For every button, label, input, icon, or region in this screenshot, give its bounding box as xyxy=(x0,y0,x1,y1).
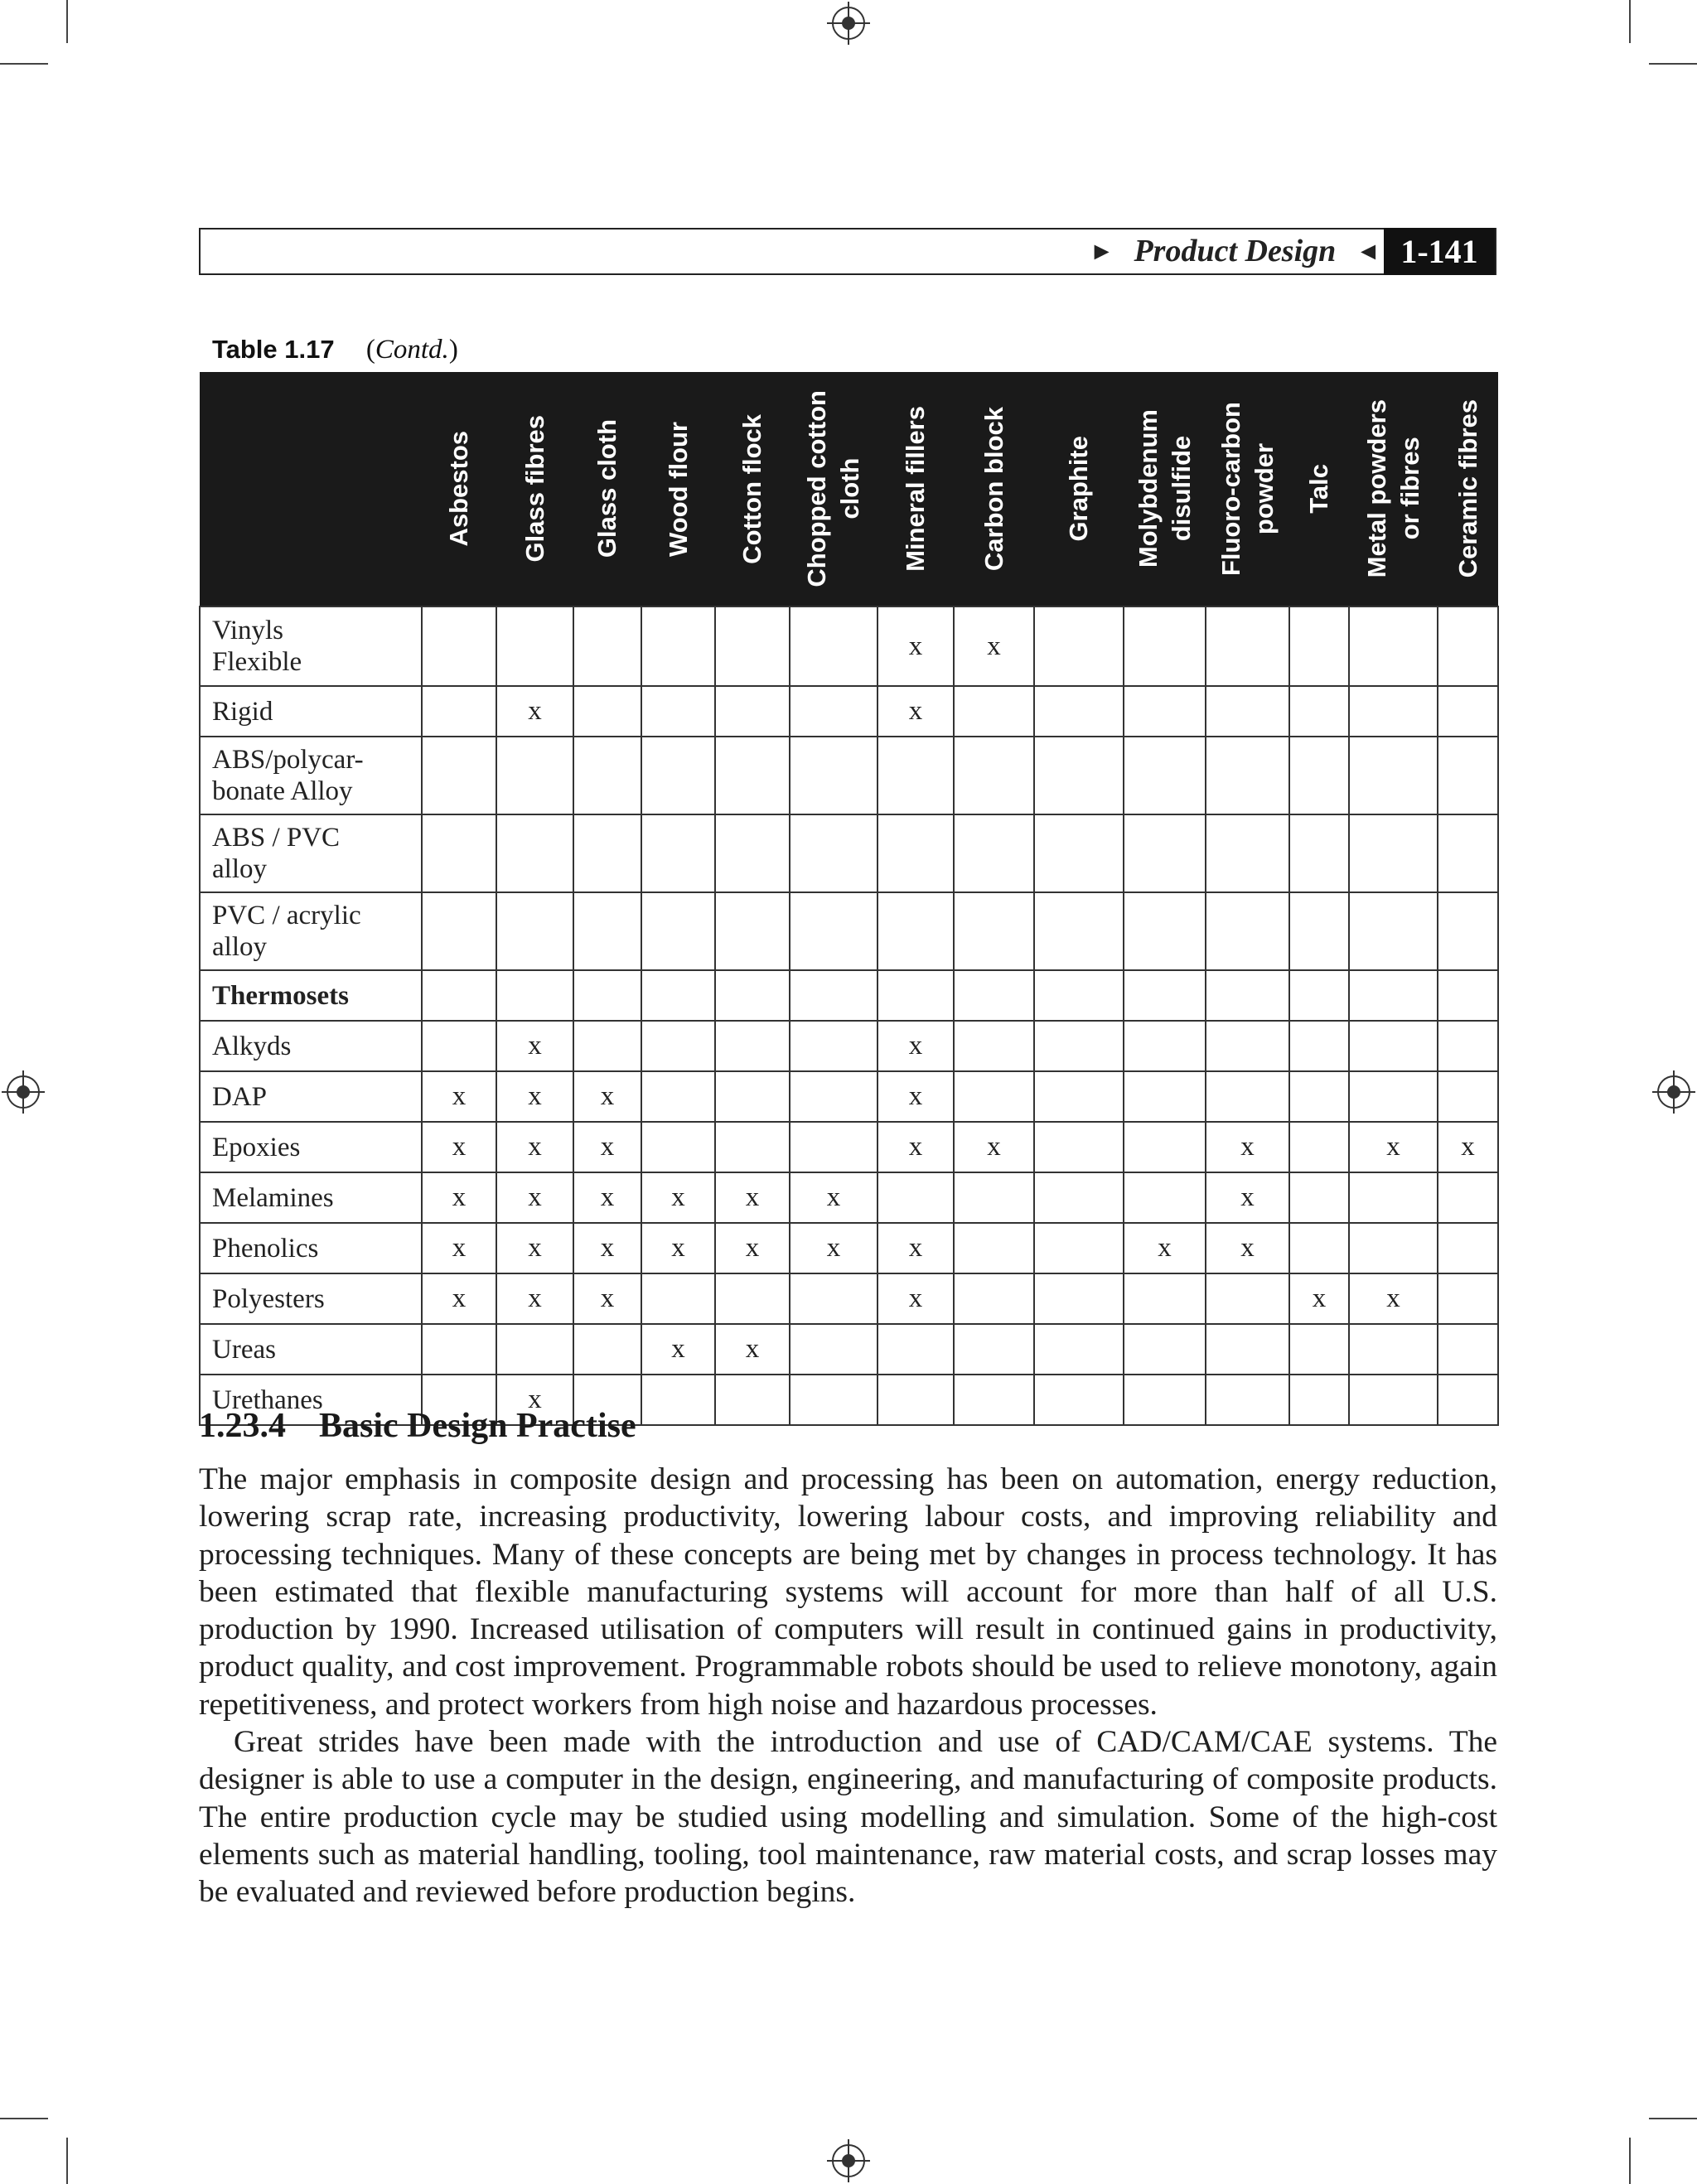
table-cell xyxy=(1034,1223,1124,1273)
table-row xyxy=(200,1324,1498,1375)
registration-mark-icon xyxy=(832,7,865,40)
table-cell xyxy=(1349,1071,1438,1122)
table-cell xyxy=(1034,1172,1124,1223)
table-cell: x xyxy=(1124,1223,1206,1273)
table-cell: x xyxy=(641,1172,715,1223)
table-cell xyxy=(1438,1021,1498,1071)
table-cell xyxy=(954,686,1034,737)
table-header-corner xyxy=(200,372,422,606)
table-caption xyxy=(212,335,458,365)
table-cell xyxy=(1438,970,1498,1021)
table-cell xyxy=(641,737,715,814)
row-label: PVC / acrylic alloy xyxy=(200,892,422,970)
table-cell xyxy=(1349,1324,1438,1375)
table-cell xyxy=(715,1375,790,1425)
column-header-label: Graphite xyxy=(1064,436,1093,542)
table-cell xyxy=(1124,1375,1206,1425)
table-cell xyxy=(496,1324,573,1375)
table-cell: x xyxy=(422,1172,496,1223)
row-label: Urethanes xyxy=(200,1375,422,1425)
table-row xyxy=(200,892,1498,970)
table-cell xyxy=(1034,1021,1124,1071)
table-cell xyxy=(1289,1021,1349,1071)
table-cell xyxy=(1034,814,1124,892)
table-cell: x xyxy=(878,1122,954,1172)
table-cell: x xyxy=(641,1223,715,1273)
table-cell xyxy=(641,1071,715,1122)
table-cell xyxy=(1289,970,1349,1021)
table-cell xyxy=(878,892,954,970)
section-heading xyxy=(199,1406,636,1446)
table-cell xyxy=(422,970,496,1021)
paragraph: Great strides have been made with the introduction and use of CAD/CAM/CAE systems. The designer is able to use a computer in the design, engineering, and manufacturing of composite products. The entire production cycle may be studied using modelling and simulation. Some of the high-cost elements such as material handling, tooling, tool maintenance, raw material costs, and scrap losses may be evaluated and reviewed before production begins. xyxy=(199,1725,1497,1910)
table-cell xyxy=(1034,1071,1124,1122)
table-caption-contd: (Contd.) xyxy=(365,335,458,365)
row-label: Ureas xyxy=(200,1324,422,1375)
table-cell xyxy=(1349,1021,1438,1071)
table-cell xyxy=(422,892,496,970)
table-cell xyxy=(954,1071,1034,1122)
table-row xyxy=(200,1021,1498,1071)
table-cell xyxy=(1034,1273,1124,1324)
section-body xyxy=(199,1461,1497,1911)
table-cell: x xyxy=(496,1273,573,1324)
table-cell: x xyxy=(422,1223,496,1273)
table-cell: x xyxy=(573,1273,641,1324)
table-cell xyxy=(1349,686,1438,737)
table-cell xyxy=(1206,606,1289,686)
table-cell xyxy=(1438,1324,1498,1375)
table-cell xyxy=(573,970,641,1021)
table-cell: x xyxy=(641,1324,715,1375)
table-cell: x xyxy=(878,1071,954,1122)
crop-mark xyxy=(1629,0,1631,43)
table-cell xyxy=(1124,1324,1206,1375)
table-cell xyxy=(1206,1273,1289,1324)
table-cell xyxy=(1438,1375,1498,1425)
column-header-label: Carbon block xyxy=(979,406,1008,572)
table-cell xyxy=(1206,737,1289,814)
table-cell xyxy=(790,1071,878,1122)
table-cell xyxy=(1124,1071,1206,1122)
table-cell xyxy=(641,970,715,1021)
row-label: Alkyds xyxy=(200,1021,422,1071)
table-cell xyxy=(496,892,573,970)
table-cell xyxy=(1124,892,1206,970)
column-header xyxy=(1034,372,1124,606)
table-cell xyxy=(1349,970,1438,1021)
column-header-label: Cotton flock xyxy=(737,413,766,564)
table-cell xyxy=(496,814,573,892)
table-cell: x xyxy=(496,686,573,737)
table-cell xyxy=(573,1021,641,1071)
row-label: DAP xyxy=(200,1071,422,1122)
table-cell xyxy=(715,1273,790,1324)
table-cell xyxy=(790,1021,878,1071)
column-header xyxy=(1289,372,1349,606)
table-cell xyxy=(790,1375,878,1425)
table-cell xyxy=(422,814,496,892)
row-label: Melamines xyxy=(200,1172,422,1223)
table-cell xyxy=(641,892,715,970)
column-header-label: Wood flour xyxy=(663,421,693,557)
row-label: Vinyls Flexible xyxy=(200,606,422,686)
table-cell xyxy=(1124,1172,1206,1223)
table-cell xyxy=(790,737,878,814)
table-cell xyxy=(1206,1324,1289,1375)
row-label: ABS/polycar- bonate Alloy xyxy=(200,737,422,814)
table-cell xyxy=(1438,1223,1498,1273)
table-cell xyxy=(496,970,573,1021)
table-cell: x xyxy=(496,1122,573,1172)
column-header xyxy=(422,372,496,606)
table-cell xyxy=(496,737,573,814)
table-cell: x xyxy=(496,1021,573,1071)
row-label: Thermosets xyxy=(200,970,422,1021)
table-caption-label: Table 1.17 xyxy=(212,335,335,364)
table-cell xyxy=(1206,814,1289,892)
section-title: Basic Design Practise xyxy=(319,1407,636,1445)
table-cell xyxy=(573,606,641,686)
table-cell xyxy=(1438,1071,1498,1122)
table-cell xyxy=(1124,970,1206,1021)
table-cell xyxy=(1206,686,1289,737)
table-cell xyxy=(715,686,790,737)
table-row xyxy=(200,1071,1498,1122)
table-cell xyxy=(1438,606,1498,686)
table-cell xyxy=(1206,1021,1289,1071)
row-label: ABS / PVC alloy xyxy=(200,814,422,892)
table-cell: x xyxy=(954,606,1034,686)
column-header-label: Metal powders or fibres xyxy=(1361,399,1424,578)
filler-compatibility-table xyxy=(199,372,1499,1426)
section-number: 1.23.4 xyxy=(199,1407,286,1445)
table-row xyxy=(200,606,1498,686)
table-cell xyxy=(422,606,496,686)
table-cell: x xyxy=(790,1172,878,1223)
table-cell: x xyxy=(573,1172,641,1223)
table-row xyxy=(200,814,1498,892)
table-cell xyxy=(790,970,878,1021)
table-cell xyxy=(954,970,1034,1021)
table-cell xyxy=(422,686,496,737)
table-cell xyxy=(1349,606,1438,686)
table-row xyxy=(200,737,1498,814)
table-cell xyxy=(1289,1071,1349,1122)
table-cell xyxy=(1349,892,1438,970)
table-cell xyxy=(641,1021,715,1071)
table-cell xyxy=(641,1122,715,1172)
table-cell xyxy=(790,1122,878,1172)
column-header-label: Asbestos xyxy=(444,431,473,547)
table-cell xyxy=(1289,737,1349,814)
table-cell xyxy=(954,1324,1034,1375)
table-cell xyxy=(1124,606,1206,686)
table-cell xyxy=(1124,737,1206,814)
row-label: Rigid xyxy=(200,686,422,737)
column-header xyxy=(715,372,790,606)
table-cell xyxy=(422,1324,496,1375)
table-cell xyxy=(878,970,954,1021)
crop-mark xyxy=(1629,2138,1631,2184)
table-cell xyxy=(790,1324,878,1375)
table-cell xyxy=(715,814,790,892)
registration-mark-icon xyxy=(832,2144,865,2177)
table-cell xyxy=(1438,686,1498,737)
table-cell: x xyxy=(422,1071,496,1122)
table-cell: x xyxy=(422,1122,496,1172)
table-cell xyxy=(1034,606,1124,686)
table-cell: x xyxy=(1289,1273,1349,1324)
table-cell xyxy=(715,606,790,686)
crop-mark xyxy=(66,0,68,43)
table-cell xyxy=(573,1324,641,1375)
table-cell xyxy=(1206,892,1289,970)
column-header xyxy=(1124,372,1206,606)
table-row xyxy=(200,1223,1498,1273)
table-cell xyxy=(715,970,790,1021)
table-cell xyxy=(1289,1122,1349,1172)
table-row xyxy=(200,686,1498,737)
table-cell xyxy=(641,606,715,686)
table-cell xyxy=(1206,970,1289,1021)
table-cell xyxy=(954,1172,1034,1223)
table-cell: x xyxy=(878,1021,954,1071)
table-cell xyxy=(715,1071,790,1122)
table-cell xyxy=(954,1375,1034,1425)
table-cell xyxy=(573,686,641,737)
table-cell xyxy=(641,1273,715,1324)
table-cell xyxy=(573,814,641,892)
table-cell xyxy=(954,737,1034,814)
row-label: Polyesters xyxy=(200,1273,422,1324)
table-cell xyxy=(715,1122,790,1172)
table-cell xyxy=(790,814,878,892)
table-cell xyxy=(878,1324,954,1375)
table-cell xyxy=(715,892,790,970)
table-cell: x xyxy=(1438,1122,1498,1172)
table-cell xyxy=(573,737,641,814)
table-cell xyxy=(1438,737,1498,814)
table-cell xyxy=(954,1273,1034,1324)
table-cell xyxy=(1289,814,1349,892)
table-cell xyxy=(1349,737,1438,814)
table-cell: x xyxy=(715,1223,790,1273)
column-header xyxy=(878,372,954,606)
table-cell xyxy=(1124,814,1206,892)
column-header-label: Glass fibres xyxy=(520,415,549,563)
table-cell xyxy=(422,737,496,814)
table-cell: x xyxy=(878,686,954,737)
table-cell: x xyxy=(496,1071,573,1122)
table-cell xyxy=(878,737,954,814)
table-cell: x xyxy=(1349,1122,1438,1172)
table-cell: x xyxy=(715,1324,790,1375)
table-cell xyxy=(790,686,878,737)
table-cell xyxy=(1438,892,1498,970)
table-cell: x xyxy=(573,1223,641,1273)
table-cell xyxy=(1124,686,1206,737)
column-header xyxy=(496,372,573,606)
triangle-left-icon: ◄ xyxy=(1356,238,1380,265)
column-header xyxy=(1438,372,1498,606)
table-cell: x xyxy=(878,1223,954,1273)
row-label: Epoxies xyxy=(200,1122,422,1172)
table-cell xyxy=(715,1021,790,1071)
table-cell xyxy=(573,892,641,970)
column-header xyxy=(573,372,641,606)
table-cell xyxy=(954,1021,1034,1071)
crop-mark xyxy=(0,63,48,65)
table-row xyxy=(200,1273,1498,1324)
table-cell: x xyxy=(496,1375,573,1425)
table-cell xyxy=(1289,686,1349,737)
table-cell xyxy=(954,1223,1034,1273)
table-cell xyxy=(641,686,715,737)
triangle-right-icon: ► xyxy=(1089,238,1114,265)
column-header xyxy=(954,372,1034,606)
column-header-label: Glass cloth xyxy=(592,419,621,558)
table-cell: x xyxy=(496,1223,573,1273)
table-cell xyxy=(1349,1172,1438,1223)
column-header-label: Ceramic fibres xyxy=(1453,399,1482,578)
table-cell xyxy=(1289,606,1349,686)
running-title xyxy=(1090,230,1380,273)
table-row xyxy=(200,1122,1498,1172)
table-cell xyxy=(1349,1375,1438,1425)
table-cell xyxy=(878,1172,954,1223)
column-header-label: Fluoro-carbon powder xyxy=(1216,401,1279,577)
column-header xyxy=(641,372,715,606)
registration-mark-icon xyxy=(7,1075,40,1109)
table-cell: x xyxy=(1206,1122,1289,1172)
column-header-label: Mineral fillers xyxy=(901,406,930,572)
table-header-row xyxy=(200,372,1498,606)
table-cell xyxy=(1438,1273,1498,1324)
table-cell: x xyxy=(1349,1273,1438,1324)
table-cell xyxy=(1289,1375,1349,1425)
table-cell xyxy=(878,814,954,892)
table-cell xyxy=(790,606,878,686)
table-cell xyxy=(790,1273,878,1324)
table-cell xyxy=(1124,1122,1206,1172)
table-cell: x xyxy=(422,1273,496,1324)
table-cell: x xyxy=(573,1122,641,1172)
table-cell xyxy=(878,1375,954,1425)
table-cell xyxy=(1438,814,1498,892)
paragraph: The major emphasis in composite design and processing has been on automation, energy reduction, lowering scrap rate, increasing productivity, lowering labour costs, and improving reliability and processing techniques. Many of these concepts are being met by changes in process technology. It has been estimated that flexible manufacturing systems will account for more than half of all U.S. production by 1990. Increased utilisation of computers will result in continued gains in productivity, product quality, and cost improvement. Programmable robots should be used to relieve monotony, again repetitiveness, and protect workers from high noise and hazardous processes. xyxy=(199,1462,1497,1722)
table-cell xyxy=(715,737,790,814)
table-cell xyxy=(422,1021,496,1071)
table-cell xyxy=(1034,1375,1124,1425)
crop-mark xyxy=(0,2118,48,2119)
table-cell xyxy=(1034,970,1124,1021)
table-cell xyxy=(1034,892,1124,970)
table-cell xyxy=(1124,1021,1206,1071)
table-cell xyxy=(1349,1223,1438,1273)
running-header xyxy=(199,228,1496,275)
table-row xyxy=(200,970,1498,1021)
table-cell: x xyxy=(954,1122,1034,1172)
crop-mark xyxy=(1649,63,1697,65)
table-cell xyxy=(1438,1172,1498,1223)
table-cell xyxy=(641,814,715,892)
column-header xyxy=(1349,372,1438,606)
row-label: Phenolics xyxy=(200,1223,422,1273)
table-cell xyxy=(496,606,573,686)
table-cell: x xyxy=(878,1273,954,1324)
table-cell xyxy=(1034,737,1124,814)
table-cell xyxy=(954,814,1034,892)
column-header xyxy=(1206,372,1289,606)
table-cell xyxy=(1289,1172,1349,1223)
table-cell: x xyxy=(496,1172,573,1223)
table-cell xyxy=(641,1375,715,1425)
column-header-label: Molybdenum disulfide xyxy=(1133,409,1196,568)
table-cell: x xyxy=(1206,1223,1289,1273)
table-cell xyxy=(1124,1273,1206,1324)
table-cell xyxy=(1206,1375,1289,1425)
table-cell xyxy=(1034,1324,1124,1375)
table-cell xyxy=(1289,892,1349,970)
column-header xyxy=(790,372,878,606)
table-cell xyxy=(1034,1122,1124,1172)
table-cell xyxy=(954,892,1034,970)
table-cell: x xyxy=(790,1223,878,1273)
crop-mark xyxy=(66,2138,68,2184)
crop-mark xyxy=(1649,2118,1697,2119)
table-row xyxy=(200,1172,1498,1223)
page-number: 1-141 xyxy=(1384,228,1495,275)
column-header-label: Chopped cotton cloth xyxy=(802,390,864,587)
registration-mark-icon xyxy=(1657,1075,1690,1109)
table-cell: x xyxy=(878,606,954,686)
table-cell xyxy=(790,892,878,970)
column-header-label: Talc xyxy=(1304,464,1333,514)
table-cell: x xyxy=(573,1071,641,1122)
table-cell xyxy=(1034,686,1124,737)
table-cell xyxy=(1349,814,1438,892)
table-cell: x xyxy=(715,1172,790,1223)
table-cell xyxy=(1289,1324,1349,1375)
table-cell: x xyxy=(1206,1172,1289,1223)
running-title-text: Product Design xyxy=(1134,234,1337,268)
table-cell xyxy=(1206,1071,1289,1122)
table-cell xyxy=(1289,1223,1349,1273)
